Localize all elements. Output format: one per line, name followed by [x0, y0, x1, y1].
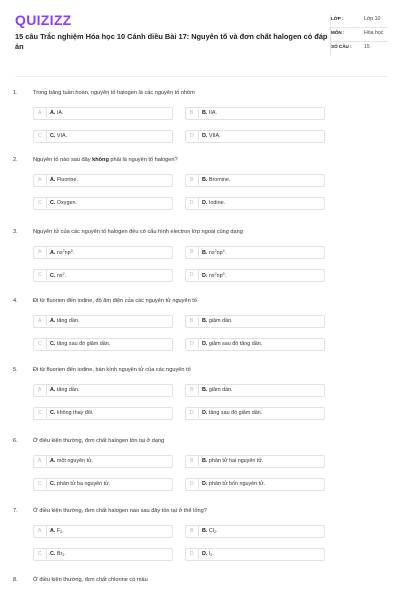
- question-text: Đi từ fluorien đến iodine, bán kính nguyên tử của các nguyên tố: [33, 367, 191, 373]
- answer-option-a[interactable]: [33, 455, 185, 469]
- option-letter: C: [38, 133, 42, 139]
- option-letter: D: [190, 551, 194, 557]
- answer-option-b[interactable]: [185, 107, 329, 121]
- answer-option-b[interactable]: [185, 174, 329, 188]
- option-text: D. $I_2$.: [202, 551, 214, 558]
- option-text: C. tăng sau đó giảm dần.: [50, 341, 111, 348]
- meta-row-subject: [331, 28, 388, 42]
- answer-option-c[interactable]: [33, 478, 185, 492]
- option-letter: C: [38, 481, 42, 487]
- question-text: Ở điều kiện thường, đơn chất halogen nào sau đây tồn tại ở thể lỏng?: [33, 508, 207, 514]
- option-letter: A: [38, 110, 42, 116]
- option-letter: D: [190, 200, 194, 206]
- answer-option-c[interactable]: [33, 338, 185, 352]
- question-text: Ở điều kiện thường, đơn chất halogen tồn tại ở dạng: [33, 438, 165, 444]
- option-text: C. $Br_2$.: [50, 551, 66, 558]
- question-number: 1.: [13, 90, 18, 96]
- option-text: D. $ns^2np^5$.: [202, 272, 227, 280]
- option-letter: A: [38, 528, 42, 534]
- question-5: [13, 365, 388, 430]
- option-letter: B: [190, 177, 194, 183]
- option-letter: C: [38, 410, 42, 416]
- question-2: [13, 155, 388, 220]
- option-letter: C: [38, 200, 42, 206]
- option-letter: D: [190, 272, 194, 278]
- option-text: D. giảm sau đó tăng dần.: [202, 341, 263, 348]
- meta-label: SỐ CÂU :: [331, 44, 352, 49]
- option-text: A. một nguyên tử.: [50, 458, 94, 465]
- option-letter: A: [38, 177, 42, 183]
- option-text: B. $Cl_2$.: [202, 528, 218, 535]
- option-letter: A: [38, 387, 42, 393]
- option-text: A. tăng dần.: [50, 387, 80, 394]
- answer-option-a[interactable]: [33, 174, 185, 188]
- answer-option-c[interactable]: [33, 407, 185, 421]
- option-text: C. phân tử ba nguyên tử.: [50, 481, 111, 488]
- answer-option-c[interactable]: [33, 197, 185, 211]
- option-text: B. IIA.: [202, 110, 217, 117]
- option-letter: C: [38, 272, 42, 278]
- question-number: 2.: [13, 157, 18, 163]
- question-text: Ở điều kiện thường, đơn chất chlorine có màu: [33, 577, 148, 583]
- answer-option-d[interactable]: [185, 130, 329, 144]
- page-title: 15 câu Trắc nghiệm Hóa học 10 Cánh diều Bài 17: Nguyên tố và đơn chất halogen có đáp án: [15, 32, 328, 51]
- option-text: D. phân tử bốn nguyên tử.: [202, 481, 266, 488]
- answer-option-a[interactable]: [33, 315, 185, 329]
- question-text: Nguyên tử của các nguyên tố halogen đều có cấu hình electron lớp ngoài cùng dạng: [33, 229, 243, 235]
- answer-option-d[interactable]: [185, 269, 329, 283]
- option-letter: D: [190, 133, 194, 139]
- question-number: 3.: [13, 229, 18, 235]
- quiz-meta-panel: [330, 14, 388, 55]
- option-letter: B: [190, 318, 194, 324]
- meta-value: Hóa học: [364, 30, 384, 36]
- question-6: [13, 436, 388, 501]
- question-8: [13, 575, 388, 585]
- answer-option-d[interactable]: [185, 478, 329, 492]
- option-text: D. Iodine.: [202, 200, 226, 207]
- option-letter: B: [190, 249, 194, 255]
- option-text: D. tăng sau đó giảm dần.: [202, 410, 263, 417]
- option-text: C. Oxygen.: [50, 200, 77, 207]
- question-1: [13, 88, 388, 153]
- answer-option-c[interactable]: [33, 130, 185, 144]
- option-text: B. phân tử hai nguyên tử.: [202, 458, 264, 465]
- option-text: B. Bromine.: [202, 177, 231, 184]
- option-text: A. $F_2$.: [50, 528, 64, 535]
- answer-option-d[interactable]: [185, 338, 329, 352]
- answer-option-b[interactable]: [185, 455, 329, 469]
- answer-option-b[interactable]: [185, 525, 329, 539]
- answer-option-b[interactable]: [185, 315, 329, 329]
- option-letter: C: [38, 551, 42, 557]
- option-text: B. $ns^2np^4$.: [202, 249, 227, 257]
- option-letter: B: [190, 110, 194, 116]
- answer-option-a[interactable]: [33, 384, 185, 398]
- answer-option-b[interactable]: [185, 246, 329, 260]
- meta-row-count: [331, 42, 388, 55]
- answer-option-d[interactable]: [185, 548, 329, 562]
- option-letter: D: [190, 481, 194, 487]
- option-text: A. tăng dần.: [50, 318, 80, 325]
- option-text: C. không thay đổi.: [50, 410, 94, 417]
- question-text: Trong bảng tuần hoàn, nguyên tố halogen là các nguyên tố nhóm: [33, 90, 195, 96]
- question-number: 5.: [13, 367, 18, 373]
- option-letter: B: [190, 458, 194, 464]
- option-letter: C: [38, 341, 42, 347]
- option-letter: B: [190, 528, 194, 534]
- question-number: 8.: [13, 577, 18, 583]
- option-letter: D: [190, 410, 194, 416]
- answer-option-d[interactable]: [185, 197, 329, 211]
- option-text: B. giảm dần.: [202, 387, 233, 394]
- option-letter: D: [190, 341, 194, 347]
- option-text: D. VIIA.: [202, 133, 221, 140]
- question-number: 4.: [13, 298, 18, 304]
- answer-option-c[interactable]: [33, 548, 185, 562]
- question-number: 6.: [13, 438, 18, 444]
- answer-option-a[interactable]: [33, 107, 185, 121]
- question-number: 7.: [13, 508, 18, 514]
- meta-value: 15: [364, 44, 370, 50]
- question-7: [13, 506, 388, 571]
- option-text: B. giảm dần.: [202, 318, 233, 325]
- option-text: A. Fluorine.: [50, 177, 78, 184]
- option-text: A. $ns^2np^3$.: [50, 249, 75, 257]
- answer-option-d[interactable]: [185, 407, 329, 421]
- question-text: Nguyên tố nào sau đây không phải là nguyên tố halogen?: [33, 157, 178, 163]
- divider: [15, 76, 388, 77]
- brand-logo[interactable]: QUIZIZZ: [15, 12, 72, 28]
- question-text: Đi từ fluorien đến iodine, độ âm điện của các nguyên tử nguyên tố: [33, 298, 197, 304]
- meta-row-class: [331, 14, 388, 28]
- answer-option-b[interactable]: [185, 384, 329, 398]
- answer-option-a[interactable]: [33, 246, 185, 260]
- question-3: [13, 227, 388, 292]
- answer-option-c[interactable]: [33, 269, 185, 283]
- meta-value: Lớp 10: [364, 16, 381, 22]
- option-text: C. $ns^2$.: [50, 272, 67, 280]
- answer-option-a[interactable]: [33, 525, 185, 539]
- option-text: C. VIA.: [50, 133, 68, 140]
- option-letter: A: [38, 249, 42, 255]
- meta-label: MÔN :: [331, 30, 345, 35]
- option-letter: A: [38, 318, 42, 324]
- option-text: A. IA.: [50, 110, 64, 117]
- question-4: [13, 296, 388, 361]
- option-letter: B: [190, 387, 194, 393]
- option-letter: A: [38, 458, 42, 464]
- meta-label: LỚP :: [331, 16, 344, 21]
